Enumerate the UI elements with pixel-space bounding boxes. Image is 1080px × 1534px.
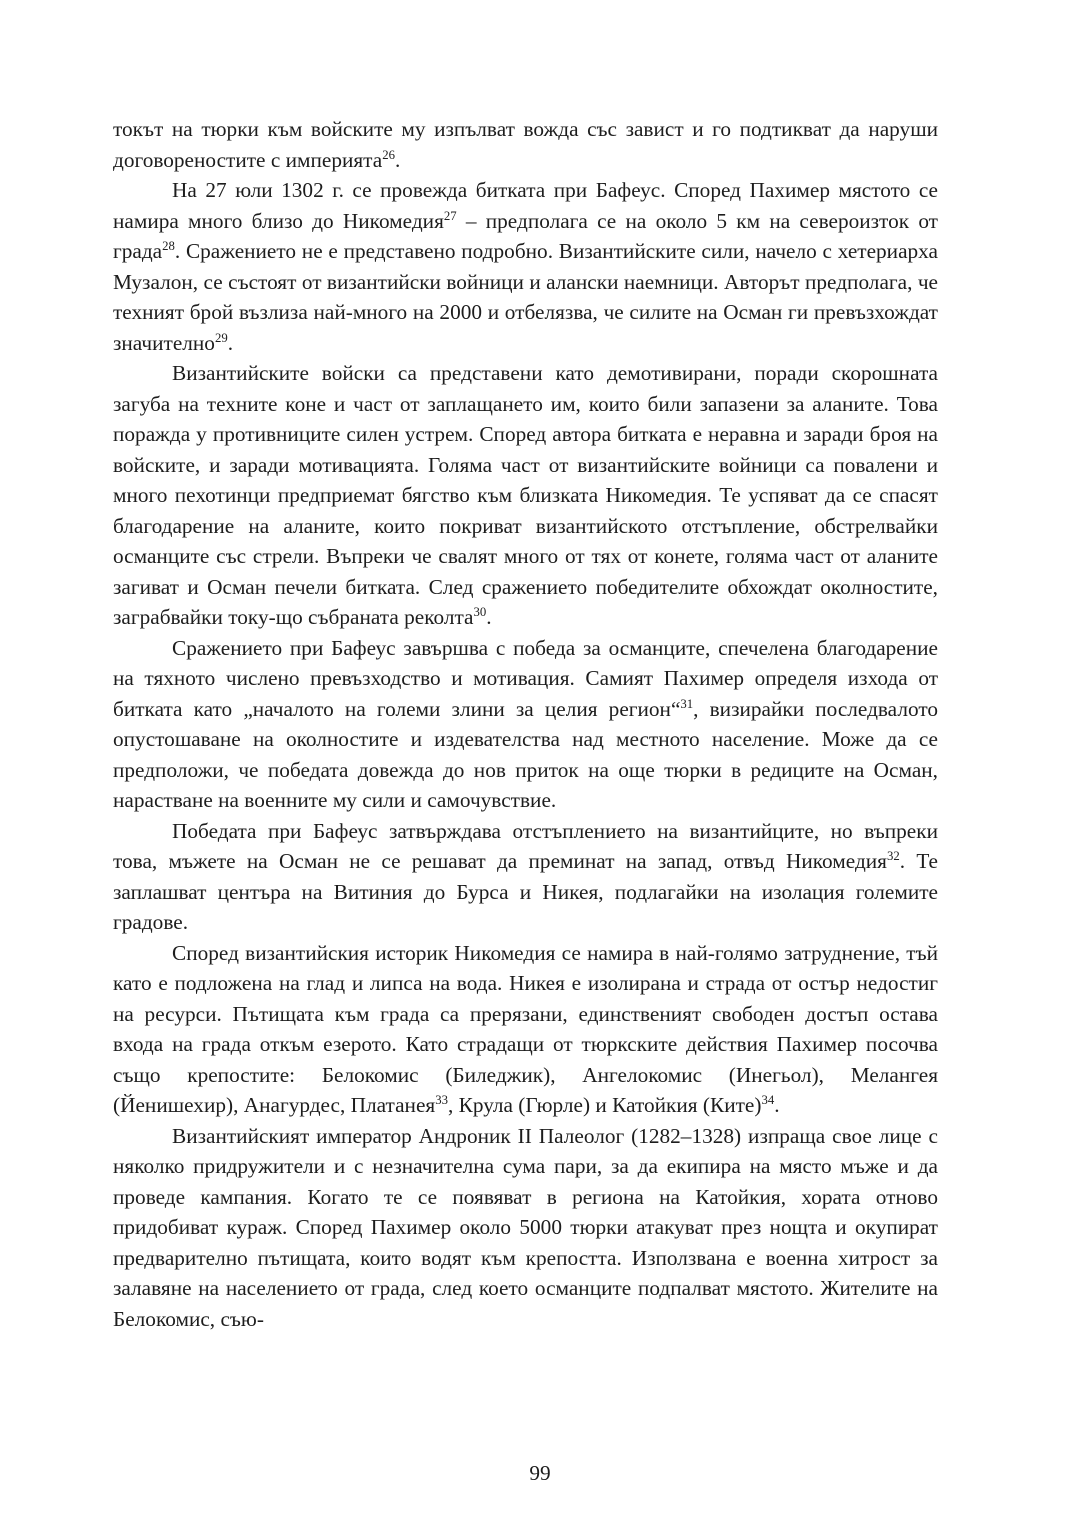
text-run: – предполага се на около 5 км на североизток от града: [113, 208, 938, 263]
paragraph: [113, 633, 938, 816]
footnote-ref: 32: [886, 848, 900, 863]
paragraph: [113, 938, 938, 1121]
page-number: 99: [529, 1461, 551, 1485]
footnote-ref: 33: [435, 1092, 448, 1107]
text-run: .: [227, 330, 234, 355]
footnote-ref: 30: [473, 604, 487, 619]
text-run: . Те заплашват центъра на Витиния до Бурса и Никея, подлагайки на изолация големите градове.: [113, 849, 938, 934]
paragraph: [113, 816, 938, 938]
paragraph: [113, 114, 938, 175]
text-run: токът на тюрки към войските му изпълват вожда със завист и го подтикват да наруши договореностите с империята: [113, 117, 938, 172]
footnote-ref: 28: [162, 238, 175, 253]
footnote-ref: 31: [680, 696, 694, 711]
text-run: . Сражението не е представено подробно. Византийските сили, начело с хетериарха Музалон, се състоят от византийски войници и алански наемници. Авторът предполага, че техният брой възлиза най-много на 2000 и отбелязва, че силите на Осман ги превъзхождат значително: [113, 239, 938, 355]
footnote-ref: 34: [761, 1092, 775, 1107]
body-text: [113, 114, 938, 1334]
text-run: Сражението при Бафеус завършва с победа за османците, спечелена благодарение на тяхното числено превъзходство и мотивация. Самият Пахимер определя изхода от битката като „началото на големи злини за целия регион“: [113, 635, 938, 721]
paragraph: [113, 1121, 938, 1335]
text-run: .: [774, 1093, 780, 1117]
text-run: , Крула (Гюрле) и Катойкия (Ките): [447, 1093, 762, 1117]
text-run: .: [486, 605, 492, 629]
paragraph: [113, 358, 938, 633]
text-run: Византийските войски са представени като демотивирани, поради скорошната загуба на техните коне и част от заплащането им, които били запазени за аланите. Това поражда у противниците силен устрем. Според автора битката е неравна и заради броя на войските, и заради мотивацията. Голяма част от византийските войници са повалени и много пехотинци предприемат бягство към близката Никомедия. Те успяват да се спасят благодарение на аланите, които покриват византийското отстъпление, обстрелвайки османците със стрели. Въпреки че свалят много от тях от конете, голяма част от аланите загиват и Осман печели битката. След сражението победителите обхождат околностите, заграбвайки току-що събраната реколта: [113, 361, 938, 629]
footnote-ref: 29: [214, 330, 228, 345]
footnote-ref: 26: [382, 147, 395, 162]
text-run: Византийският император Андроник II Палеолог (1282–1328) изпраща свое лице с няколко придружители и с незначителна сума пари, за да екипира на място мъже и да проведе кампания. Когато те се появяват в региона на Катойкия, хората отново придобиват кураж. Според Пахимер около 5000 тюрки атакуват през нощта и окупират предварително пътищата, които водят към крепостта. Използвана е военна хитрост за залавяне на населението от града, след което османците подпалват мястото. Жителите на Белокомис, съю-: [113, 1123, 938, 1331]
text-run: .: [394, 147, 401, 172]
paragraph: [113, 175, 938, 358]
text-run: Според византийския историк Никомедия се намира в най-голямо затруднение, тъй като е подложена на глад и липса на вода. Никея е изолирана и страда от остър недостиг на ресурси. Пътищата към града са прерязани, единственият свободен достъп остава входа на града откъм езерото. Като страдащи от тюркските действия Пахимер посочва също крепостите: Белокомис (Биледжик), Ангелокомис (Инегьол), Мелангея (Йенишехир), Анагурдес, Платанея: [113, 940, 938, 1117]
footnote-ref: 27: [443, 208, 457, 223]
text-run: , визирайки последвалото опустошаване на околностите и издевателства над местното население. Може да се предположи, че победата довежда до нов приток на още тюрки в редиците на Осман, нарастване на военните му сили и самочувствие.: [113, 696, 938, 812]
text-run: На 27 юли 1302 г. се провежда битката при Бафеус. Според Пахимер мястото се намира много близо до Никомедия: [113, 178, 938, 233]
text-run: Победата при Бафеус затвърждава отстъплението на византийците, но въпреки това, мъжете на Осман не се решават да преминат на запад, отвъд Никомедия: [113, 818, 938, 873]
